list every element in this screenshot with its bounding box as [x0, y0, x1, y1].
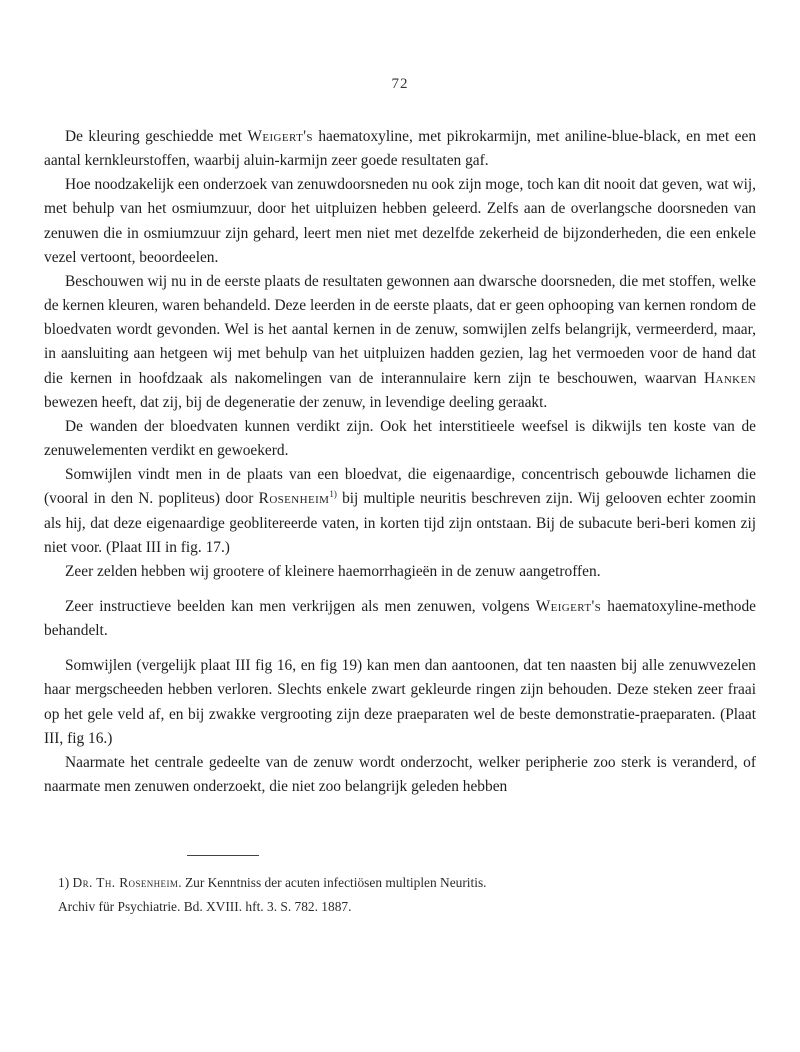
footnote — [58, 871, 758, 919]
text-run: De wanden der bloedvaten kunnen verdikt zijn. Ook het interstitieele weefsel is dikwijls ten koste van de zenuwelementen verdikt en gewoekerd. — [44, 417, 756, 460]
text-run: Zeer instructieve beelden kan men verkrijgen als men zenuwen, volgens — [65, 597, 536, 615]
footnote-line — [58, 895, 758, 919]
text-run: Archiv für Psychiatrie. Bd. XVIII. hft. 3. S. 782. 1887. — [58, 899, 352, 914]
author-name: Weigert's — [535, 597, 602, 615]
paragraph — [44, 463, 756, 560]
text-run: 1) — [58, 875, 73, 890]
text-run: De kleuring geschiedde met — [65, 128, 248, 145]
paragraph — [44, 751, 756, 799]
paragraph — [44, 654, 756, 751]
text-run: Hoe noodzakelijk een onderzoek van zenuwdoorsneden nu ook zijn moge, toch kan dit nooit dat geven, wat wij, met behulp van het osmiumzuur, door het uitpluizen hebben geleerd. Zelfs aan de overlangsche doorsneden van zenuwen die in osmiumzuur zijn gehard, leert men niet met dezelfde zekerheid de bijzonderheden, die een enkele vezel vertoont, beoordeelen. — [44, 176, 756, 266]
footnote-ref: 1) — [329, 489, 337, 500]
paragraph — [44, 560, 756, 584]
author-name: Rosenheim — [258, 490, 330, 508]
author-name: Dr. Th. Rosenheim — [72, 875, 179, 890]
paragraph — [44, 270, 756, 415]
footnote-divider — [187, 855, 259, 856]
text-run: bewezen heeft, dat zij, bij de degeneratie der zenuw, in levendige deeling geraakt. — [44, 393, 548, 411]
text-run: Somwijlen vindt men in de plaats van een bloedvat, die eigenaardige, concentrisch gebouwde lichamen die (vooral in den N. popliteus) door — [44, 466, 756, 508]
paragraph — [44, 415, 756, 463]
author-name: Weigert's — [247, 128, 313, 145]
text-run: bij multiple neuritis beschreven zijn. Wij gelooven echter zoomin als hij, dat deze eigenaardige geoblitereerde vaten, in korten tijd zijn ontstaan. Bij de subacute beri-beri komen zij niet voor. (Plaat III in fig. 17.) — [44, 490, 756, 556]
text-run: Naarmate het centrale gedeelte van de zenuw wordt onderzocht, welker peripherie zoo sterk is veranderd, of naarmate men zenuwen onderzoekt, die niet zoo belangrijk geleden hebben — [44, 753, 756, 796]
page-number: 72 — [391, 76, 409, 92]
paragraph — [44, 125, 756, 173]
text-run: Beschouwen wij nu in de eerste plaats de resultaten gewonnen aan dwarsche doorsneden, die met stoffen, welke de kernen kleuren, waren behandeld. Deze leerden in de eerste plaats, dat er geen ophooping van kernen rondom de bloedvaten wordt gevonden. Wel is het aantal kernen in de zenuw, somwijlen zelfs belangrijk, vermeerderd, maar, in aansluiting aan hetgeen wij met behulp van het uitpluizen hadden gezien, lag het vermoeden voor de hand dat die kernen in hoofdzaak als nakomelingen van de interannulaire kern zijn te beschouwen, waarvan — [44, 272, 756, 387]
author-name: Hanken — [703, 369, 756, 387]
paragraph — [44, 595, 756, 643]
text-run: Zeer zelden hebben wij grootere of kleinere haemorrhagieën in de zenuw aangetroffen. — [65, 562, 601, 580]
text-run: Somwijlen (vergelijk plaat III fig 16, en fig 19) kan men dan aantoonen, dat ten naasten bij alle zenuwvezelen haar mergscheeden hebben verloren. Slechts enkele zwart gekleurde ringen zijn behouden. Deze steken zeer fraai op het gele veld af, en bij zwakke vergrooting zijn deze praeparaten wel de beste demonstratie-praeparaten. (Plaat III, fig 16.) — [44, 657, 756, 747]
paragraph — [44, 173, 756, 270]
text-run: . Zur Kenntniss der acuten infectiösen multiplen Neuritis. — [178, 875, 487, 890]
body-text — [44, 125, 756, 799]
text-run: haematoxyline, met pikrokarmijn, met aniline-blue-black, en met een aantal kernkleurstoffen, waarbij aluin-karmijn zeer goede resultaten gaf. — [44, 128, 757, 170]
text-run: haematoxyline-methode behandelt. — [44, 597, 756, 640]
footnote-line — [58, 871, 758, 895]
